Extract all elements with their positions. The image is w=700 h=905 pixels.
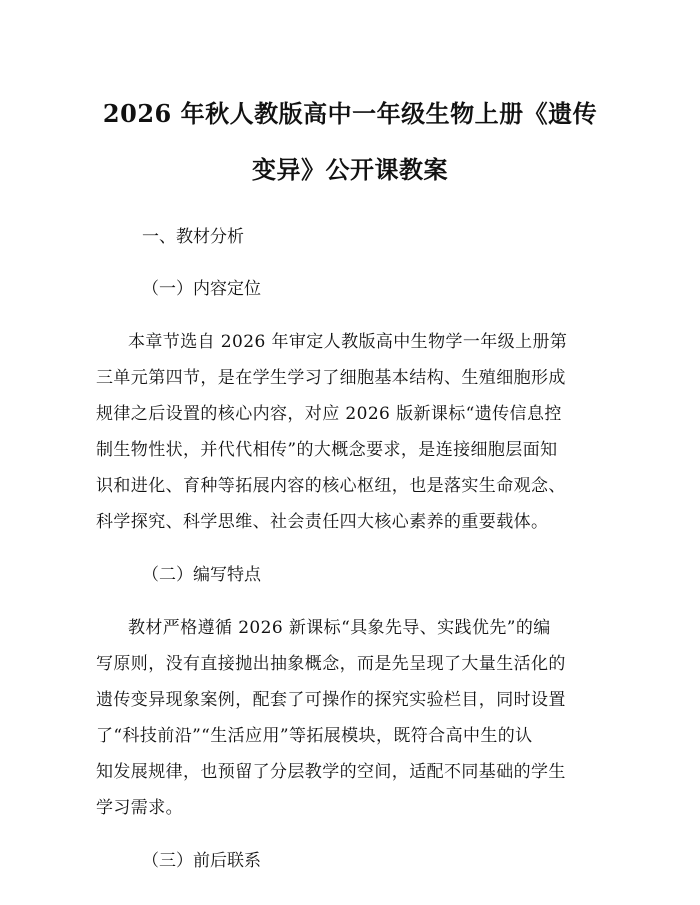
paragraph-writing-features [96, 610, 604, 826]
paragraph-2-line-2: 写原则，没有直接抛出抽象概念，而是先呈现了大量生活化的 [96, 654, 566, 674]
paragraph-1-line-3: 规律之后设置的核心内容，对应 2026 版新课标“遗传信息控 [96, 404, 562, 424]
paragraph-2-line-1: 教材严格遵循 2026 新课标“具象先导、实践优先”的编 [128, 618, 551, 638]
paragraph-2-line-5: 知发展规律，也预留了分层教学的空间，适配不同基础的学生 [96, 762, 566, 782]
document-title [96, 0, 604, 198]
paragraph-1-line-5: 识和进化、育种等拓展内容的核心枢纽，也是落实生命观念、 [96, 476, 566, 496]
title-line-2: 变异》公开课教案 [252, 155, 448, 184]
paragraph-content-positioning [96, 324, 604, 540]
paragraph-2-line-6: 学习需求。 [96, 798, 183, 818]
section-heading-teaching-material-analysis: 一、教材分析 [142, 227, 244, 247]
paragraph-1-line-6: 科学探究、科学思维、社会责任四大核心素养的重要载体。 [96, 512, 549, 532]
paragraph-2-line-3: 遗传变异现象案例，配套了可操作的探究实验栏目，同时设置 [96, 690, 566, 710]
paragraph-2-line-4: 了“科技前沿”“生活应用”等拓展模块，既符合高中生的认 [96, 726, 533, 746]
paragraph-1-line-1: 本章节选自 2026 年审定人教版高中生物学一年级上册第 [128, 332, 568, 352]
paragraph-1-line-2: 三单元第四节，是在学生学习了细胞基本结构、生殖细胞形成 [96, 368, 566, 388]
title-line-1: 2026 年秋人教版高中一年级生物上册《遗传 [102, 99, 598, 128]
subsection-heading-writing-features: （二）编写特点 [142, 565, 261, 585]
paragraph-1-line-4: 制生物性状，并代代相传”的大概念要求，是连接细胞层面知 [96, 440, 558, 460]
subsection-heading-connections: （三）前后联系 [142, 851, 261, 871]
subsection-heading-content-positioning: （一）内容定位 [142, 279, 261, 299]
